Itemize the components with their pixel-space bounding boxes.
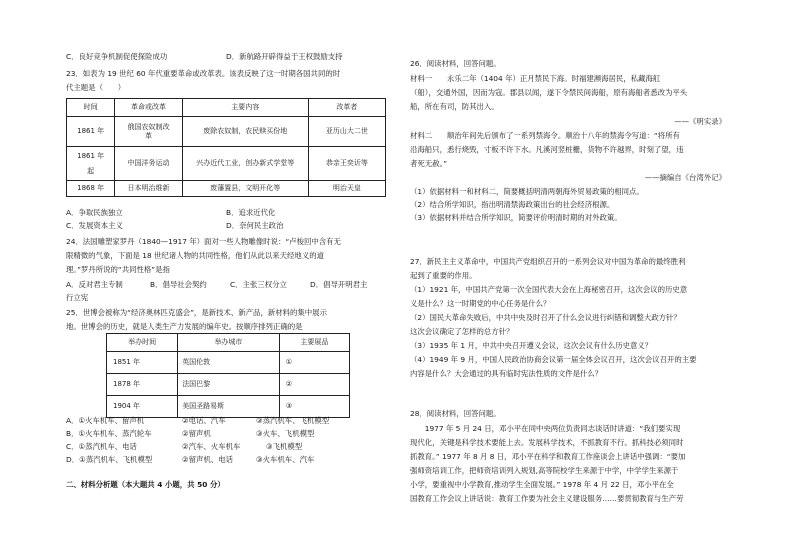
q25-option-c-2: ②汽车、火车机车 <box>182 442 241 451</box>
q25-option-c-3: ③飞机模型 <box>266 442 303 451</box>
option-d: D．新航路开辟得益于王权鼓励支持 <box>226 52 343 61</box>
q28-line1: 1977 年 5 月 24 日，邓小平在同中央两位负责同志谈话时讲道：“我们要实现 <box>410 424 681 433</box>
q26-title: 26．阅读材料，回答问题。 <box>410 59 501 68</box>
header-content: 主要内容 <box>182 99 308 117</box>
q23-option-d: D．奈何民主政治 <box>226 221 284 230</box>
q25-option-d: D．①蒸汽机车、飞机模型 <box>66 455 153 464</box>
q23-option-b: B．追求近代化 <box>226 208 276 217</box>
section-heading: 二、材料分析题（本大题共 4 小题，共 50 分） <box>66 480 225 489</box>
q25-option-b-3: ③火车、飞机模型 <box>256 429 315 438</box>
q25-line2: 地。世博会的历史，就是人类生产力发展的编年史。按顺序排列正确的是 <box>66 322 303 331</box>
q25-option-d-3: ③火车机车、汽车 <box>256 455 315 464</box>
q24-option-a: A．反对君主专制 <box>66 280 123 289</box>
q25-table <box>106 333 350 418</box>
header-exhibits: 主要展品 <box>279 334 349 352</box>
q28-title: 28．阅读材料，回答问题。 <box>410 409 501 418</box>
q27-sub2-line1: （2）国民大革命失败后，中共中央及时召开了什么会议进行纠错和调整大政方针？ <box>410 313 681 322</box>
q27-line2: 起到了重要的作用。 <box>410 271 477 280</box>
q25-option-a-3: ③蒸汽机车、飞机模型 <box>256 416 330 425</box>
q24-option-d-tail: 行立宪 <box>66 293 89 302</box>
q26-m1-line2: （船），交通外国，因而为寇。郡县以闻，遂下令禁民间海船，原有海船者悉改为平头 <box>410 88 688 97</box>
q26-sub2: （2）结合所学知识，指出明清禁海政策出台的社会经济根源。 <box>410 200 615 209</box>
q23-stem-line2: 代主题是（ ） <box>66 83 126 92</box>
header-reform: 革命或改革 <box>115 99 182 117</box>
q23-table <box>66 98 386 197</box>
q26-m2-line1: 材料二 顺治年间先后颁布了一系列禁海令。顺治十八年的禁海令写道：“将所有 <box>410 131 680 140</box>
q25-line1: 25．世博会被称为“经济奥林匹克盛会”，是新技术、新产品，新材料的集中展示 <box>66 308 327 317</box>
q26-sub1: （1）依据材料一和材料二，简要概括明清两朝海外贸易政策的相同点。 <box>410 187 644 196</box>
q24-line2: 限精微的气象，下面是 18 世纪诸人物的共同性格，他们从此以来天经地义的道 <box>66 251 324 260</box>
q25-option-c: C．①蒸汽机车、电话 <box>66 442 137 451</box>
table-header-row <box>107 334 350 352</box>
q26-source1: ——《明实录》 <box>674 117 726 126</box>
table-row: 1904 年 美国圣路易斯 ③ <box>107 396 350 418</box>
table-row: 1861 年 起 中国洋务运动 兴办近代工业，创办新式学堂等 恭亲王奕䜣等 <box>67 147 386 181</box>
q23-stem-line1: 23．如表为 19 世纪 60 年代重要革命或改革表。该表反映了这一时期各国共同的时 <box>66 69 341 78</box>
q27-sub4-line2: 内容是什么？大会通过的具有临时宪法性质的文件是什么？ <box>410 369 603 378</box>
q26-m2-line2: 沿海船只，悉行烧毁，寸板不许下水。凡溪河竖桩栅，货物不许越界，时刻了望，违 <box>410 145 684 154</box>
q27-line1: 27．新民主主义革命中，中国共产党组织召开的一系列会议对中国为革命的最终胜利 <box>410 257 686 266</box>
header-reformer: 改革者 <box>308 99 385 117</box>
header-city: 举办城市 <box>178 334 280 352</box>
q25-option-d-2: ②留声机、电话 <box>182 455 233 464</box>
q24-line1: 24．法国雕塑家罗丹（1840—1917 年）面对一些人物雕像时说：“卢梭回中含有无 <box>66 237 341 246</box>
q28-line5: 小学，要重视中小学教育,推动学生全面发展。” 1978 年 4 月 22 日，邓小平在全 <box>410 480 674 489</box>
table-header-row <box>67 99 386 117</box>
q25-option-b: B．①火车机车、蒸汽轮车 <box>66 429 152 438</box>
header-time: 时间 <box>67 99 115 117</box>
q24-option-d: D．倡导开明君主 <box>310 280 368 289</box>
q28-line6: 国教育工作会议上讲话说：教育工作要为社会主义建设服务……要贯彻教育与生产劳 <box>410 494 684 503</box>
q27-sub1-line1: （1）1921 年，中国共产党第一次全国代表大会在上海秘密召开，这次会议的历史意 <box>410 285 688 294</box>
q26-source2: ——摘编自《台湾外记》 <box>644 173 726 182</box>
table-row: 1878 年 法国巴黎 ② <box>107 374 350 396</box>
q26-sub3: （3）依据材料并结合所学知识，简要评价明清时期的对外政策。 <box>410 213 622 222</box>
q27-sub2-line2: 这次会议确定了怎样的总方针？ <box>410 327 514 336</box>
q26-m1-line1: 材料一 永乐二年（1404 年）正月禁民下海。时福建濒海居民，私藏海舡 <box>410 74 661 83</box>
q26-m1-line3: 船，所在有司，防其出入。 <box>410 102 499 111</box>
q27-sub1-line2: 义是什么？这一时期党的中心任务是什么？ <box>410 299 551 308</box>
q24-option-c: C．主张三权分立 <box>230 280 287 289</box>
header-year: 举办时间 <box>107 334 178 352</box>
q23-option-a: A．争取民族独立 <box>66 208 123 217</box>
q25-option-b-2: ②留声机 <box>182 429 211 438</box>
q25-option-a: A．①火车机车、留声机 <box>66 416 145 425</box>
q28-line4: 强师资培训工作，把师资培训列入规划,高等院校学生来源于中学，中学学生来源于 <box>410 466 679 475</box>
q23-option-c: C．发展资本主义 <box>66 221 123 230</box>
q25-option-a-2: ②电话、汽车 <box>182 416 226 425</box>
q28-line3: 抓教育。” 1977 年 8 月 8 日，邓小平在科学和教育工作座谈会上讲话中强调：“要加 <box>410 452 686 461</box>
table-row: 1861 年 俄国农奴制改 革 废除农奴制，农民赎买份地 亚历山大二世 <box>67 117 386 147</box>
table-row: 1868 年 日本明治维新 废藩置县，文明开化等 明治天皇 <box>67 181 386 197</box>
table-row: 1851 年 英国伦敦 ① <box>107 352 350 374</box>
q26-m2-line3: 者死无赦。” <box>410 159 448 168</box>
q24-line3: 理。”罗丹所说的“共同性格”是指 <box>66 265 170 274</box>
option-c: C．良好竞争机制促使探险成功 <box>66 52 168 61</box>
q27-sub4-line1: （4）1949 年 9 月，中国人民政治协商会议第一届全体会议召开，这次会议召开的主要 <box>410 355 697 364</box>
q28-line2: 现代化，关键是科学技术要能上去。发展科学技术，不抓教育不行。抓科技必须同时 <box>410 438 684 447</box>
q27-sub3: （3）1935 年 1 月，中共中央召开遵义会议，这次会议有什么历史意义？ <box>410 341 653 350</box>
q24-option-b: B．倡导社会契约 <box>150 280 207 289</box>
